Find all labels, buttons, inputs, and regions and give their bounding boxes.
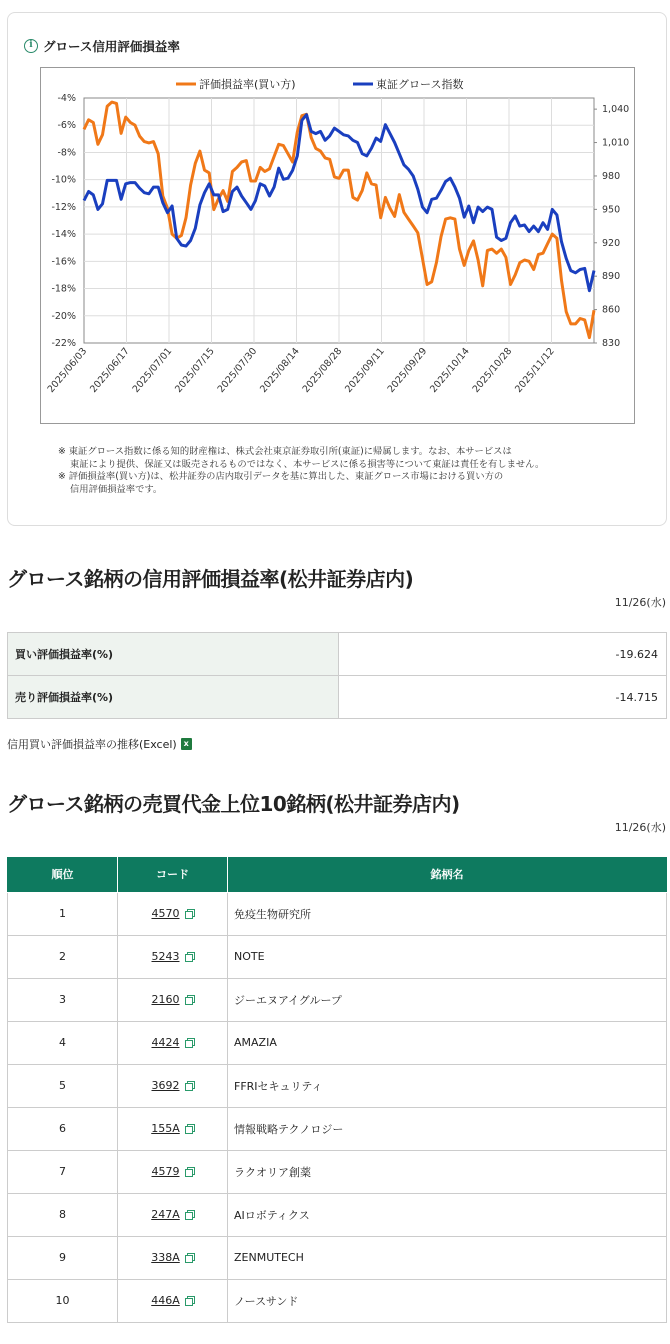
note-line: ※ 評価損益率(買い方)は、松井証券の店内取引データを基に算出した、東証グロース市場における買い方の (58, 471, 504, 482)
rank-cell: 9 (8, 1236, 118, 1279)
chart-svg (41, 68, 636, 425)
copy-icon[interactable] (185, 1038, 194, 1047)
code-cell (118, 1021, 228, 1064)
copy-icon[interactable] (185, 1210, 194, 1219)
chart-card-title (24, 37, 180, 55)
stock-name-cell: ノースサンド (228, 1279, 667, 1322)
rank-cell: 4 (8, 1021, 118, 1064)
table-row (8, 892, 667, 935)
table-row (8, 1021, 667, 1064)
x-tick-label: 2025/10/14 (428, 345, 472, 395)
table-row (8, 1107, 667, 1150)
copy-icon[interactable] (185, 909, 194, 918)
rank-cell: 10 (8, 1279, 118, 1322)
stock-code-link[interactable]: 5243 (151, 950, 180, 963)
rank-cell: 6 (8, 1107, 118, 1150)
copy-icon[interactable] (185, 1081, 194, 1090)
stock-code-link[interactable]: 4424 (151, 1036, 180, 1049)
x-tick-label: 2025/09/29 (385, 345, 430, 395)
table-row (8, 1150, 667, 1193)
excel-download-link[interactable] (7, 736, 192, 752)
stock-name-cell: FFRIセキュリティ (228, 1064, 667, 1107)
table-row (8, 935, 667, 978)
y-left-tick-label: -22% (51, 338, 76, 349)
y-right-tick-label: 830 (602, 338, 621, 349)
y-right-tick-label: 860 (602, 304, 621, 316)
code-cell (118, 978, 228, 1021)
x-tick-label: 2025/11/12 (513, 345, 557, 395)
x-tick-label: 2025/09/11 (343, 345, 387, 395)
note-line: 信用評価損益率です。 (70, 483, 163, 495)
note-line: ※ 東証グロース指数に係る知的財産権は、株式会社東京証券取引所(東証)に帰属します。なお、本サービスは (58, 446, 512, 457)
stock-name-cell: 情報戦略テクノロジー (228, 1107, 667, 1150)
table-row (8, 1064, 667, 1107)
y-right-tick-label: 890 (602, 271, 621, 283)
x-tick-label: 2025/10/28 (470, 345, 515, 395)
table-row (8, 1236, 667, 1279)
y-right-tick-label: 980 (602, 170, 621, 182)
ranking-table (7, 857, 667, 1323)
excel-icon[interactable]: x (181, 738, 192, 750)
table-row (8, 1279, 667, 1322)
info-icon[interactable]: i (24, 39, 38, 53)
code-cell (118, 1279, 228, 1322)
buy-rate-value: -19.624 (339, 633, 667, 676)
y-right-tick-label: 1,040 (602, 104, 630, 116)
stock-code-link[interactable]: 3692 (151, 1079, 180, 1092)
stock-name-cell: ジーエヌアイグループ (228, 978, 667, 1021)
rank-cell: 1 (8, 892, 118, 935)
header-rank: 順位 (8, 857, 118, 892)
y-left-tick-label: -16% (51, 256, 76, 268)
stock-code-link[interactable]: 155A (151, 1122, 180, 1135)
sell-rate-value: -14.715 (339, 676, 667, 719)
note-line: 東証により提供、保証又は販売されるものではなく、本サービスに係る損害等について東証は責任を有しません。 (70, 458, 545, 470)
section-title-rate: グロース銘柄の信用評価損益率(松井証券店内) (7, 567, 414, 591)
y-right-tick-label: 1,010 (602, 137, 630, 149)
code-cell (118, 1236, 228, 1279)
y-left-tick-label: -12% (51, 201, 76, 213)
stock-name-cell: NOTE (228, 935, 667, 978)
code-cell (118, 892, 228, 935)
copy-icon[interactable] (185, 1124, 194, 1133)
y-left-tick-label: -14% (51, 229, 76, 241)
y-left-tick-label: -18% (51, 283, 76, 295)
x-tick-label: 2025/07/15 (173, 345, 217, 395)
chart-title-text: グロース信用評価損益率 (43, 39, 180, 54)
table-header-row (8, 857, 667, 892)
rate-table (7, 632, 667, 719)
y-left-tick-label: -20% (51, 310, 76, 322)
y-left-tick-label: -4% (57, 93, 76, 104)
rank-cell: 5 (8, 1064, 118, 1107)
sell-rate-label: 売り評価損益率(%) (8, 676, 339, 719)
buy-rate-label: 買い評価損益率(%) (8, 633, 339, 676)
copy-icon[interactable] (185, 1296, 194, 1305)
y-right-tick-label: 920 (602, 237, 621, 249)
rank-cell: 7 (8, 1150, 118, 1193)
table-row (8, 978, 667, 1021)
section-title-ranking: グロース銘柄の売買代金上位10銘柄(松井証券店内) (7, 792, 460, 816)
code-cell (118, 1107, 228, 1150)
rank-cell: 3 (8, 978, 118, 1021)
stock-code-link[interactable]: 4570 (151, 907, 180, 920)
stock-code-link[interactable]: 338A (151, 1251, 180, 1264)
legend-label: 評価損益率(買い方) (199, 78, 296, 91)
x-tick-label: 2025/07/30 (215, 345, 260, 395)
x-tick-label: 2025/08/28 (300, 345, 345, 395)
stock-name-cell: ZENMUTECH (228, 1236, 667, 1279)
stock-code-link[interactable]: 247A (151, 1208, 180, 1221)
chart-container (40, 67, 635, 424)
chart-notes (58, 446, 544, 496)
stock-code-link[interactable]: 2160 (151, 993, 180, 1006)
x-tick-label: 2025/07/01 (130, 345, 175, 395)
excel-link-text[interactable]: 信用買い評価損益率の推移(Excel) (7, 738, 177, 751)
stock-name-cell: 免疫生物研究所 (228, 892, 667, 935)
code-cell (118, 1193, 228, 1236)
y-left-tick-label: -6% (57, 120, 76, 132)
table-row (8, 633, 667, 676)
stock-name-cell: AIロボティクス (228, 1193, 667, 1236)
y-left-tick-label: -8% (57, 147, 76, 159)
rank-cell: 2 (8, 935, 118, 978)
header-code: コード (118, 857, 228, 892)
stock-name-cell: ラクオリア創薬 (228, 1150, 667, 1193)
x-tick-label: 2025/06/03 (45, 345, 90, 395)
stock-code-link[interactable]: 446A (151, 1294, 180, 1307)
x-tick-label: 2025/08/14 (258, 345, 302, 395)
section-date: 11/26(水) (614, 821, 666, 834)
stock-name-cell: AMAZIA (228, 1021, 667, 1064)
code-cell (118, 1064, 228, 1107)
copy-icon[interactable] (185, 1167, 194, 1176)
copy-icon[interactable] (185, 952, 194, 961)
x-tick-label: 2025/06/17 (88, 345, 132, 395)
copy-icon[interactable] (185, 1253, 194, 1262)
table-row (8, 1193, 667, 1236)
stock-code-link[interactable]: 4579 (151, 1165, 180, 1178)
header-name: 銘柄名 (228, 857, 667, 892)
y-left-tick-label: -10% (51, 174, 76, 186)
y-right-tick-label: 950 (602, 204, 621, 216)
copy-icon[interactable] (185, 995, 194, 1004)
section-date: 11/26(水) (614, 596, 666, 609)
table-row (8, 676, 667, 719)
rank-cell: 8 (8, 1193, 118, 1236)
code-cell (118, 935, 228, 978)
code-cell (118, 1150, 228, 1193)
legend-label: 東証グロース指数 (376, 78, 464, 91)
